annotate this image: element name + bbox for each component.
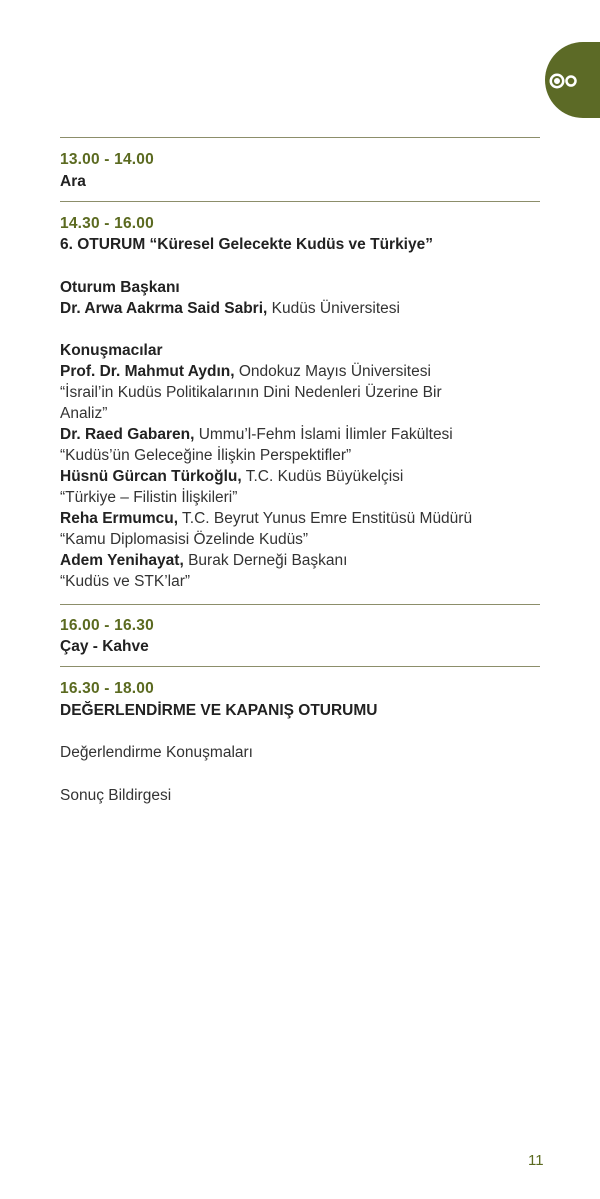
page-number: 11 bbox=[528, 1152, 544, 1169]
chair-line bbox=[60, 300, 400, 318]
session-title: Ara bbox=[60, 173, 86, 190]
divider bbox=[60, 137, 540, 138]
speaker-affiliation: T.C. Beyrut Yunus Emre Enstitüsü Müdürü bbox=[178, 510, 473, 527]
speaker-talk: “Kudüs’ün Geleceğine İlişkin Perspektifler” bbox=[60, 447, 352, 464]
chain-links-icon bbox=[547, 67, 587, 95]
speaker-talk: “İsrail’in Kudüs Politikalarının Dini Nedenleri Üzerine Bir bbox=[60, 384, 442, 401]
speaker-line bbox=[60, 426, 453, 444]
session-time: 16.00 - 16.30 bbox=[60, 617, 154, 634]
session-time: 13.00 - 14.00 bbox=[60, 151, 154, 168]
speakers-heading: Konuşmacılar bbox=[60, 342, 163, 359]
speaker-name: Prof. Dr. Mahmut Aydın, bbox=[60, 363, 235, 380]
speaker-talk: “Türkiye – Filistin İlişkileri” bbox=[60, 489, 238, 506]
speaker-line bbox=[60, 468, 403, 486]
speaker-name: Hüsnü Gürcan Türkoğlu, bbox=[60, 468, 242, 485]
divider bbox=[60, 201, 540, 202]
session-time: 16.30 - 18.00 bbox=[60, 680, 154, 697]
session-title: 6. OTURUM “Küresel Gelecekte Kudüs ve Türkiye” bbox=[60, 236, 433, 253]
divider bbox=[60, 604, 540, 605]
speaker-line bbox=[60, 363, 431, 381]
session-time: 14.30 - 16.00 bbox=[60, 215, 154, 232]
speaker-name: Dr. Raed Gabaren, bbox=[60, 426, 195, 443]
speaker-name: Adem Yenihayat, bbox=[60, 552, 184, 569]
chair-name: Dr. Arwa Aakrma Said Sabri, bbox=[60, 300, 268, 317]
speaker-affiliation: Ondokuz Mayıs Üniversitesi bbox=[234, 363, 431, 380]
speaker-affiliation: T.C. Kudüs Büyükelçisi bbox=[241, 468, 404, 485]
speaker-affiliation: Burak Derneği Başkanı bbox=[183, 552, 348, 569]
speaker-name: Reha Ermumcu, bbox=[60, 510, 179, 527]
closing-item: Değerlendirme Konuşmaları bbox=[60, 744, 253, 761]
speaker-talk: “Kamu Diplomasisi Özelinde Kudüs” bbox=[60, 531, 309, 548]
session-title: DEĞERLENDİRME VE KAPANIŞ OTURUMU bbox=[60, 702, 378, 719]
speaker-line bbox=[60, 510, 472, 528]
chair-heading: Oturum Başkanı bbox=[60, 279, 180, 296]
speaker-talk: “Kudüs ve STK’lar” bbox=[60, 573, 191, 590]
speaker-affiliation: Ummu’l-Fehm İslami İlimler Fakültesi bbox=[194, 426, 453, 443]
speaker-line bbox=[60, 552, 347, 570]
speaker-talk: Analiz” bbox=[60, 405, 108, 422]
session-title: Çay - Kahve bbox=[60, 638, 149, 655]
closing-item: Sonuç Bildirgesi bbox=[60, 787, 172, 804]
chair-affiliation: Kudüs Üniversitesi bbox=[267, 300, 400, 317]
divider bbox=[60, 666, 540, 667]
